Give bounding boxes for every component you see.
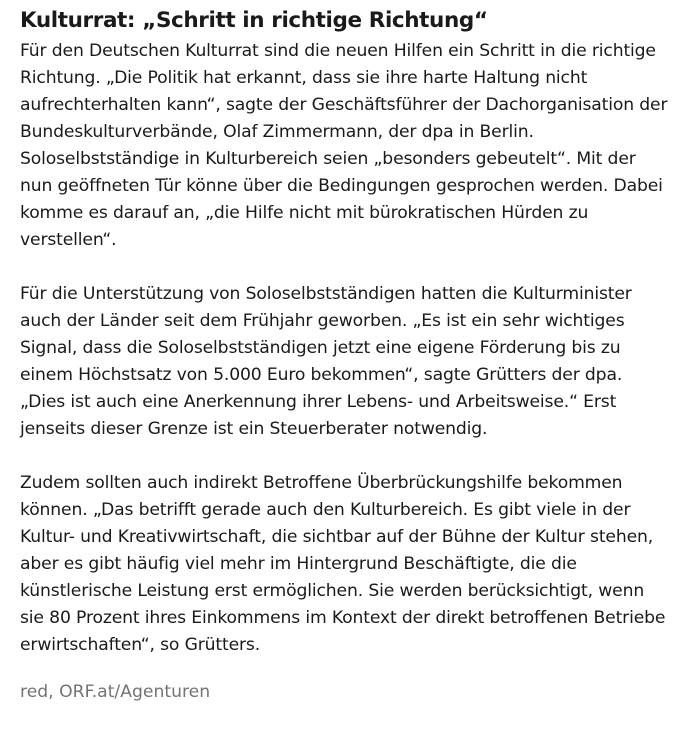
article-paragraph-2: Für die Unterstützung von Soloselbstständigen hatten die Kulturminister auch der Länder seit dem Frühjahr geworben. „Es ist ein sehr wichtiges Signal, dass die Soloselbstständigen jetzt eine eigene Förderung bis zu einem Höchstsatz von 5.000 Euro bekommen“, sagte Grütters der dpa. „Dies ist auch eine Anerkennung ihrer Lebens- und Arbeitsweise.“ Erst jenseits dieser Grenze ist ein Steuerberater notwendig.	[20, 284, 632, 439]
article-source: red, ORF.at/Agenturen	[20, 682, 211, 702]
article	[20, 0, 670, 706]
article-paragraph-3: Zudem sollten auch indirekt Betroffene Überbrückungshilfe bekommen können. „Das betrifft gerade auch den Kulturbereich. Es gibt viele in der Kultur- und Kreativwirtschaft, die sichtbar auf der Bühne der Kultur stehen, aber es gibt häufig viel mehr im Hintergrund Beschäftigte, die die künstlerische Leistung erst ermöglichen. Sie werden berücksichtigt, wenn sie 80 Prozent ihres Einkommens im Kontext der direkt betroffenen Betriebe erwirtschaften“, so Grütters.	[20, 473, 666, 655]
article-headline: Kulturrat: „Schritt in richtige Richtung“	[20, 8, 488, 33]
article-paragraph-1: Für den Deutschen Kulturrat sind die neuen Hilfen ein Schritt in die richtige Richtung. „Die Politik hat erkannt, dass sie ihre harte Haltung nicht aufrechterhalten kann“, sagte der Geschäftsführer der Dachorganisation der Bundeskulturverbände, Olaf Zimmermann, der dpa in Berlin. Soloselbstständige in Kulturbereich seien „besonders gebeutelt“. Mit der nun geöffneten Tür könne über die Bedingungen gesprochen werden. Dabei komme es darauf an, „die Hilfe nicht mit bürokratischen Hürden zu verstellen“.	[20, 41, 668, 250]
